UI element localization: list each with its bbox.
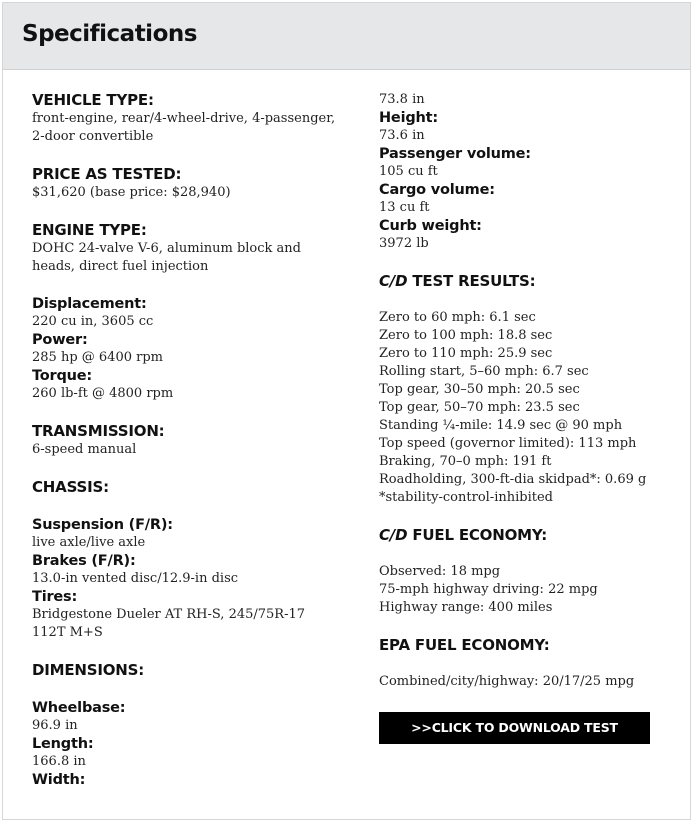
spec-dimensions [32, 661, 342, 680]
test-result-line: Zero to 110 mph: 25.9 sec [379, 346, 553, 361]
spec-value: front-engine, rear/4-wheel-drive, 4-passenger, 2-door convertible [32, 111, 336, 144]
spec-engine-type [32, 221, 342, 276]
spec-value: 220 cu in, 3605 cc [32, 314, 154, 329]
spec-label: Displacement: [32, 296, 147, 312]
spec-label: Suspension (F/R): [32, 517, 173, 533]
test-result-line: Braking, 70–0 mph: 191 ft [379, 454, 552, 469]
download-test-sheet-button[interactable]: >>CLICK TO DOWNLOAD TEST SHEET<< [379, 712, 650, 744]
spec-value: 3972 lb [379, 236, 429, 251]
specs-right-column [379, 91, 679, 768]
spec-test-results [379, 272, 679, 507]
test-result-line: Top gear, 30–50 mph: 20.5 sec [379, 382, 580, 397]
spec-value: Bridgestone Dueler AT RH-S, 245/75R-17 112T M+S [32, 607, 306, 640]
spec-label: PRICE AS TESTED: [32, 165, 182, 183]
spec-value: 166.8 in [32, 754, 86, 769]
spec-label: ENGINE TYPE: [32, 221, 147, 239]
spec-value: 73.8 in [379, 92, 425, 107]
fuel-economy-line: Combined/city/highway: 20/17/25 mpg [379, 674, 635, 689]
spec-label: Wheelbase: [32, 700, 126, 716]
spec-label: Passenger volume: [379, 146, 531, 162]
spec-label: TRANSMISSION: [32, 422, 165, 440]
spec-vehicle-type [32, 91, 342, 146]
spec-label: Tires: [32, 589, 78, 605]
spec-value: 13 cu ft [379, 200, 430, 215]
section-heading: DIMENSIONS: [32, 661, 145, 679]
spec-value: 285 hp @ 6400 rpm [32, 350, 163, 365]
spec-label: VEHICLE TYPE: [32, 91, 154, 109]
spec-value: $31,620 (base price: $28,940) [32, 185, 231, 200]
spec-value: DOHC 24-valve V-6, aluminum block and heads, direct fuel injection [32, 241, 301, 274]
spec-engine-details [32, 295, 342, 403]
test-result-line: Standing ¼-mile: 14.9 sec @ 90 mph [379, 418, 623, 433]
spec-chassis-details [32, 516, 342, 642]
spec-value: live axle/live axle [32, 535, 146, 550]
cd-logo-text: C/D [379, 526, 408, 544]
section-heading: EPA FUEL ECONOMY: [379, 636, 550, 654]
spec-label: Length: [32, 736, 94, 752]
test-result-line: Roadholding, 300-ft-dia skidpad*: 0.69 g [379, 472, 647, 487]
spec-dimension-details-continued [379, 91, 679, 253]
page-title: Specifications [22, 21, 197, 47]
test-result-footnote: *stability-control-inhibited [379, 490, 553, 505]
spec-transmission [32, 422, 342, 459]
spec-value: 96.9 in [32, 718, 78, 733]
fuel-economy-line: Highway range: 400 miles [379, 600, 553, 615]
section-heading: CHASSIS: [32, 478, 109, 496]
spec-label: Torque: [32, 368, 93, 384]
test-result-line: Zero to 60 mph: 6.1 sec [379, 310, 536, 325]
cd-logo-text: C/D [379, 272, 408, 290]
spec-label: Height: [379, 110, 438, 126]
specs-left-column [32, 91, 342, 789]
spec-value: 13.0-in vented disc/12.9-in disc [32, 571, 239, 586]
spec-label: Curb weight: [379, 218, 482, 234]
fuel-economy-line: Observed: 18 mpg [379, 564, 501, 579]
spec-value: 6-speed manual [32, 442, 137, 457]
spec-value: 73.6 in [379, 128, 425, 143]
test-result-line: Rolling start, 5–60 mph: 6.7 sec [379, 364, 589, 379]
spec-label: Power: [32, 332, 88, 348]
spec-value: 105 cu ft [379, 164, 438, 179]
spec-label: Cargo volume: [379, 182, 495, 198]
spec-chassis [32, 478, 342, 497]
specifications-card [2, 2, 691, 820]
spec-epa-fuel-economy [379, 636, 679, 691]
section-heading [379, 272, 679, 291]
test-result-line: Top gear, 50–70 mph: 23.5 sec [379, 400, 580, 415]
spec-label: Brakes (F/R): [32, 553, 136, 569]
card-header [3, 3, 690, 70]
test-result-line: Zero to 100 mph: 18.8 sec [379, 328, 553, 343]
spec-value: 260 lb-ft @ 4800 rpm [32, 386, 174, 401]
spec-label: Width: [32, 772, 86, 788]
section-heading [379, 526, 679, 545]
spec-price [32, 165, 342, 202]
spec-dimension-details [32, 699, 342, 789]
spec-cd-fuel-economy [379, 526, 679, 617]
fuel-economy-line: 75-mph highway driving: 22 mpg [379, 582, 598, 597]
test-result-line: Top speed (governor limited): 113 mph [379, 436, 637, 451]
section-heading-text: TEST RESULTS: [407, 272, 536, 290]
section-heading-text: FUEL ECONOMY: [407, 526, 548, 544]
